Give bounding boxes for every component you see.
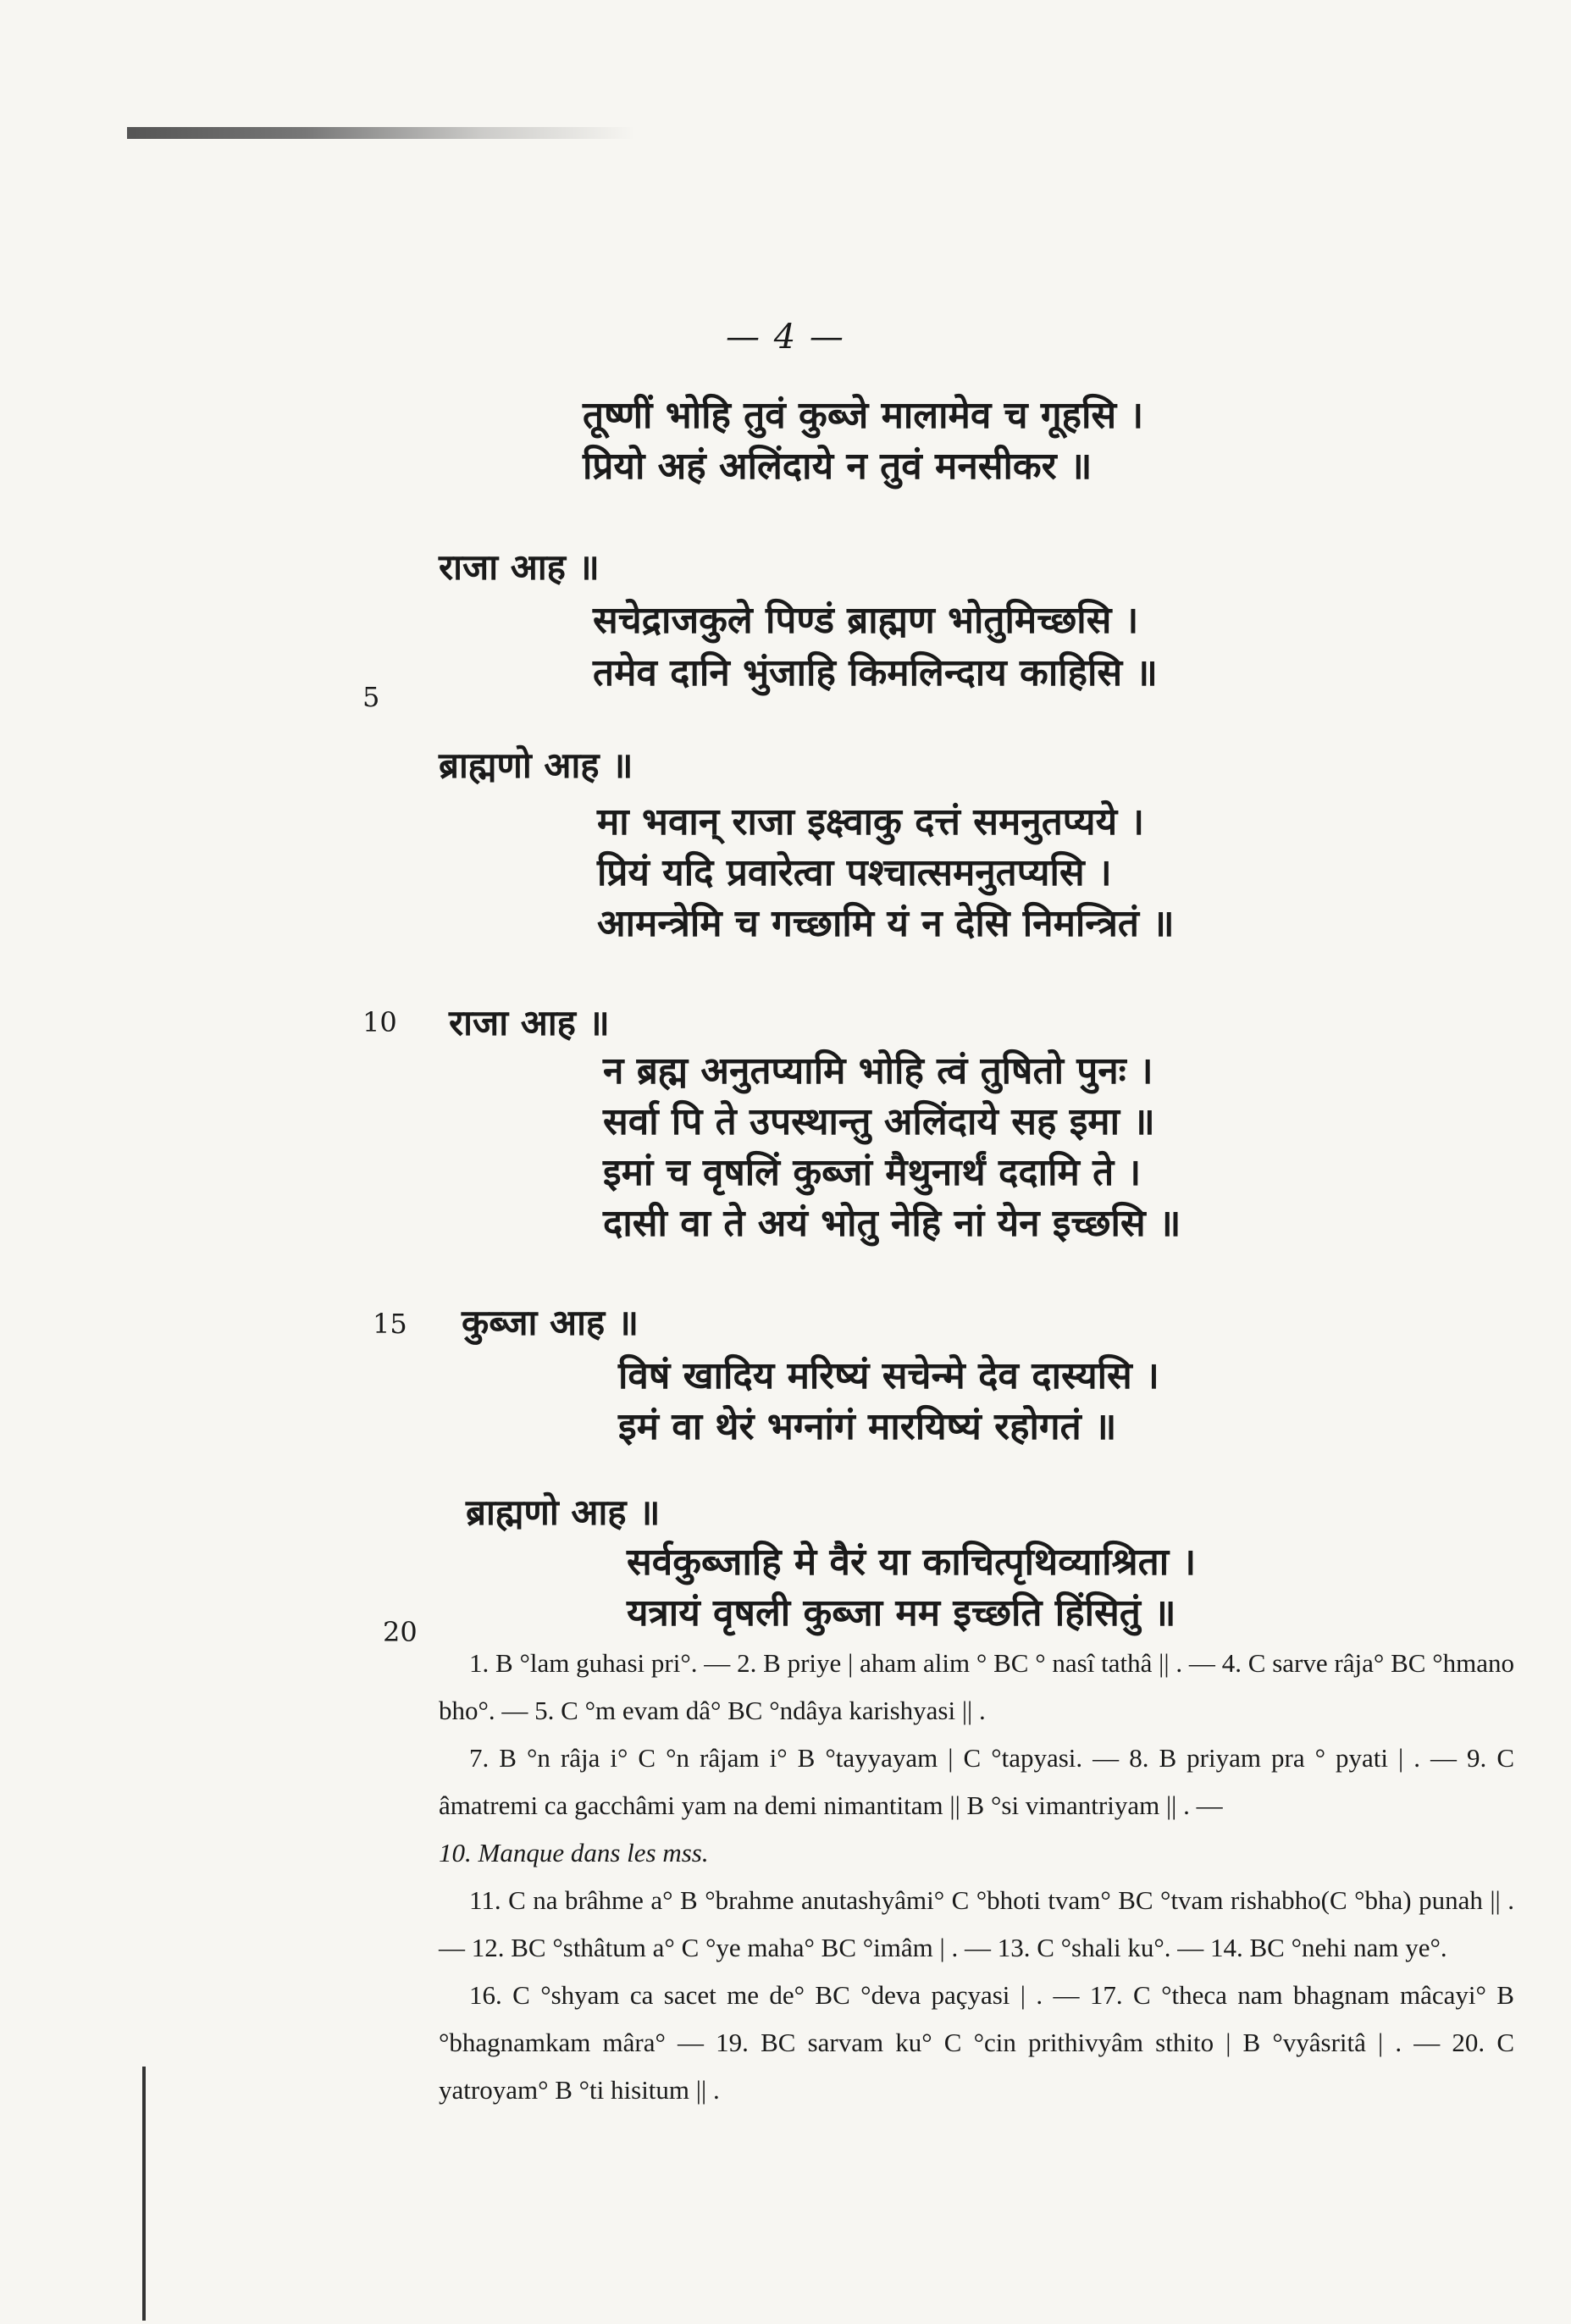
footnote: 16. C °shyam ca sacet me de° BC °deva paçyasi | . — 17. C °theca nam bhagnam mâcayi° B °bhagnamkam mâra° — 19. BC sarvam ku° C °cin prithivyâm sthito | B °vyâsritâ | . — 20. C yatroyam° B °ti hisitum || .: [439, 1980, 1514, 2105]
footnote: 7. B °n râja i° C °n râjam i° B °tayyayam | C °tapyasi. — 8. B priyam pra ° pyati | . — 9. C âmatremi ca gacchâmi yam na demi nimantitam || B °si vimantriyam || . —: [439, 1743, 1514, 1820]
page-edge: [142, 2067, 146, 2321]
footnote: 1. B °lam guhasi pri°. — 2. B priye | aham alim ° BC ° nasî tathâ || . — 4. C sarve râja° BC °hmano bho°. — 5. C °m evam dâ° BC °ndâya karishyasi || .: [439, 1648, 1514, 1725]
speaker-label: राजा आह ॥: [439, 546, 600, 588]
verse-line: विषं खादिय मरिष्यं सचेन्मे देव दास्यसि ।: [618, 1354, 1159, 1397]
verse-line: प्रियो अहं अलिंदाये न तुवं मनसीकर ॥: [583, 445, 1093, 488]
verse-line: आमन्त्रेमि च गच्छामि यं न देसि निमन्त्रितं ॥: [597, 902, 1175, 945]
verse-line: सर्वकुब्जाहि मे वैरं या काचित्पृथिव्याश्रिता ।: [627, 1541, 1197, 1584]
verse-line: मा भवान् राजा इक्ष्वाकु दत्तं समनुतप्यये ।: [597, 800, 1145, 844]
verse-line: यत्रायं वृषली कुब्जा मम इच्छति हिंसितुं ॥: [627, 1591, 1176, 1635]
verse-line: इमां च वृषलिं कुब्जां मैथुनार्थं ददामि ते ।: [603, 1151, 1142, 1194]
footnote: 11. C na brâhme a° B °brahme anutashyâmi° C °bhoti tvam° BC °tvam rishabho(C °bha) punah || . — 12. BC °sthâtum a° C °ye maha° BC °imâm | . — 13. C °shali ku°. — 14. BC °nehi nam ye°.: [439, 1885, 1514, 1962]
speaker-label: ब्राह्मणो आह ॥: [466, 1491, 661, 1533]
line-number: 5: [362, 681, 380, 713]
line-number: 15: [373, 1308, 407, 1340]
verse-line: तमेव दानि भुंजाहि किमलिन्दाय काहिसि ॥: [593, 651, 1158, 694]
speaker-label: राजा आह ॥: [449, 1002, 610, 1043]
page-number: — 4 —: [726, 318, 845, 357]
line-number: 10: [362, 1006, 397, 1038]
footnotes: [439, 1640, 1514, 2114]
verse-line: तूष्णीं भोहि तुवं कुब्जे मालामेव च गूहसि ।: [583, 394, 1144, 437]
verse-line: सचेद्राजकुले पिण्डं ब्राह्मण भोतुमिच्छसि ।: [593, 599, 1139, 642]
verse-line: प्रियं यदि प्रवारेत्वा पश्चात्समनुतप्यसि ।: [597, 851, 1112, 894]
line-number: 20: [383, 1616, 418, 1648]
scan-artifact: [127, 127, 635, 139]
verse-line: सर्वा पि ते उपस्थान्तु अलिंदाये सह इमा ॥: [603, 1100, 1155, 1143]
verse-line: दासी वा ते अयं भोतु नेहि नां येन इच्छसि ॥: [603, 1202, 1181, 1245]
verse-line: इमं वा थेरं भग्नांगं मारयिष्यं रहोगतं ॥: [618, 1405, 1117, 1448]
footnote: 10. Manque dans les mss.: [439, 1838, 709, 1868]
verse-line: न ब्रह्म अनुतप्यामि भोहि त्वं तुषितो पुनः ।: [603, 1049, 1153, 1093]
speaker-label: ब्राह्मणो आह ॥: [439, 744, 633, 786]
speaker-label: कुब्जा आह ॥: [462, 1302, 639, 1343]
